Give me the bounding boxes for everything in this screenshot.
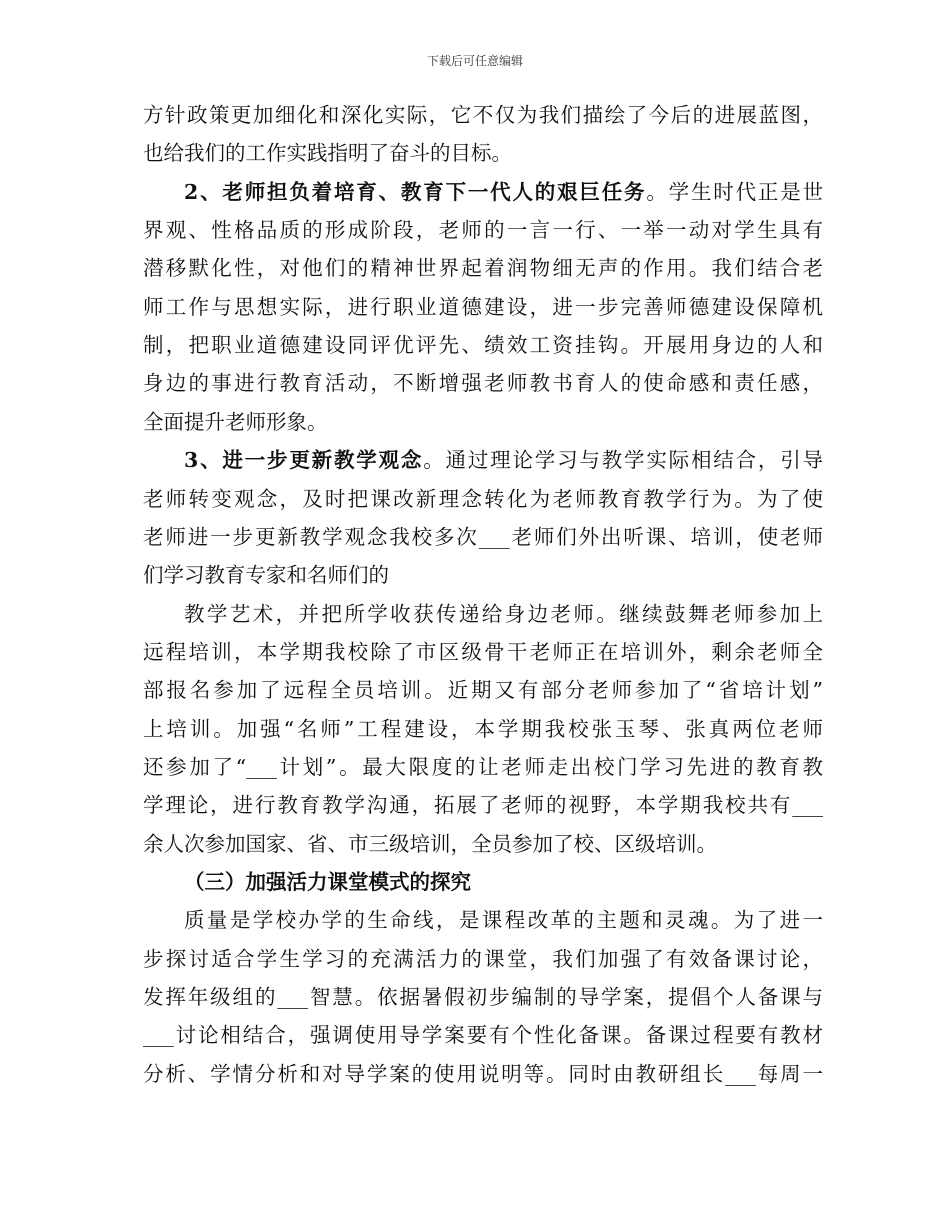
body-text: 质量是学校办学的生命线，是课程改革的主题和灵魂。为了进一 — [184, 908, 823, 933]
text-line — [143, 441, 823, 479]
text-line — [143, 556, 823, 594]
page-header: 下载后可任意编辑 — [426, 54, 523, 68]
body-text: 还参加了“___计划”。最大限度的让老师走出校门学习先进的教育教 — [143, 754, 823, 779]
text-line — [143, 134, 823, 172]
body-text: 们学习教育专家和名师们的 — [143, 563, 389, 588]
text-line — [143, 710, 823, 748]
text-line — [143, 901, 823, 939]
body-text: 分析、学情分析和对导学案的使用说明等。同时由教研组长___每周一 — [143, 1061, 823, 1086]
body-text: 界观、性格品质的形成阶段，老师的一言一行、一举一动对学生具有 — [143, 218, 823, 243]
text-line — [143, 786, 823, 824]
body-text: 上培训。加强“名师”工程建设，本学期我校张玉琴、张真两位老师 — [143, 716, 823, 741]
text-line — [143, 518, 823, 556]
text-line — [143, 825, 823, 863]
text-line — [143, 940, 823, 978]
body-text: 制，把职业道德建设同评优评先、绩效工资挂钩。开展用身边的人和 — [143, 333, 823, 358]
body-text: ___讨论相结合，强调使用导学案要有个性化备课。备课过程要有教材 — [143, 1023, 823, 1048]
body-text: 步探讨适合学生学习的充满活力的课堂，我们加强了有效备课讨论， — [143, 946, 823, 971]
body-text: 老师转变观念，及时把课改新理念转化为老师教育教学行为。为了使 — [143, 486, 823, 511]
body-text: 学理论，进行教育教学沟通，拓展了老师的视野，本学期我校共有___ — [143, 793, 823, 818]
text-line — [143, 173, 823, 211]
body-text: 。通过理论学习与教学实际相结合，引导 — [423, 448, 824, 473]
text-line — [143, 403, 823, 441]
text-line — [143, 1016, 823, 1054]
text-line — [143, 480, 823, 518]
heading-text: 2、老师担负着培育、教育下一代人的艰巨任务 — [184, 179, 647, 204]
text-line — [143, 288, 823, 326]
heading-text: 3、进一步更新教学观念 — [184, 448, 424, 473]
body-text: 教学艺术，并把所学收获传递给身边老师。继续鼓舞老师参加上 — [184, 601, 823, 626]
body-text: 全面提升老师形象。 — [143, 409, 328, 434]
body-text: 方针政策更加细化和深化实际，它不仅为我们描绘了今后的进展蓝图， — [143, 103, 823, 127]
text-line — [143, 249, 823, 287]
text-line — [143, 211, 823, 249]
body-text: 老师进一步更新教学观念我校多次___老师们外出听课、培训，使老师 — [143, 524, 823, 549]
body-text: 发挥年级组的___智慧。依据暑假初步编制的导学案，提倡个人备课与 — [143, 985, 823, 1010]
body-text: 也给我们的工作实践指明了奋斗的目标。 — [143, 141, 512, 166]
text-line — [143, 978, 823, 1016]
text-line — [143, 326, 823, 364]
text-line — [143, 748, 823, 786]
text-line — [143, 671, 823, 709]
text-line — [143, 96, 823, 134]
body-text: 潜移默化性，对他们的精神世界起着润物细无声的作用。我们结合老 — [143, 256, 823, 281]
body-text: 。学生时代正是世 — [646, 179, 824, 204]
heading-text: （三）加强活力课堂模式的探究 — [184, 870, 471, 894]
text-line — [143, 633, 823, 671]
body-text: 师工作与思想实际，进行职业道德建设，进一步完善师德建设保障机 — [143, 294, 823, 319]
text-line — [143, 595, 823, 633]
body-text: 身边的事进行教育活动，不断增强老师教书育人的使命感和责任感， — [143, 371, 823, 396]
body-text: 余人次参加国家、省、市三级培训，全员参加了校、区级培训。 — [143, 831, 717, 856]
text-line — [143, 863, 823, 901]
text-line — [143, 1055, 823, 1093]
body-text: 远程培训，本学期我校除了市区级骨干老师正在培训外，剩余老师全 — [143, 639, 823, 664]
text-line — [143, 364, 823, 402]
body-text: 部报名参加了远程全员培训。近期又有部分老师参加了“省培计划” — [143, 678, 823, 703]
